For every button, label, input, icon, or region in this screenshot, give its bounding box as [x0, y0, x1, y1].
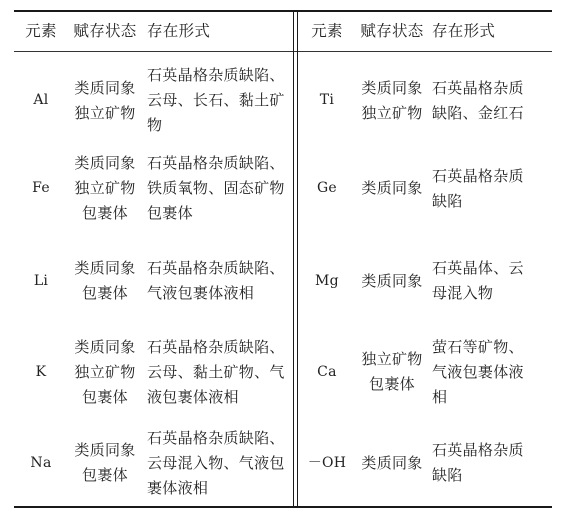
header-state-right: 赋存状态	[360, 22, 424, 40]
table-row-cell-form: 石英晶格杂质 缺陷	[432, 166, 524, 210]
table-row-cell-state: 类质同象 包裹体	[74, 441, 136, 484]
table-double-divider-left	[293, 10, 294, 508]
table-header-rule	[14, 51, 552, 52]
table-row-cell-element: －OH	[307, 454, 347, 471]
table-row-cell-form: 石英晶格杂质缺陷、 铁质氧物、固态矿物 包裹体	[147, 154, 285, 222]
table-row-cell-element: K	[35, 363, 47, 380]
table-row-cell-element: Li	[33, 272, 49, 289]
table-row-cell-form: 石英晶格杂质 缺陷	[432, 441, 524, 484]
table-row-cell-form: 萤石等矿物、 气液包裹体液 相	[432, 337, 524, 406]
table-row-cell-state: 类质同象 包裹体	[74, 259, 136, 302]
table-row-cell-element: Mg	[315, 272, 339, 289]
header-form-left: 存在形式	[147, 22, 211, 40]
table-row-cell-form: 石英晶格杂质缺陷、 云母、长石、黏土矿 物	[147, 66, 285, 134]
table-row-cell-state: 类质同象 独立矿物 包裹体	[74, 154, 136, 222]
table-row-cell-element: Fe	[32, 180, 50, 196]
table-row-cell-state: 类质同象	[361, 453, 423, 472]
table-row-cell-state: 类质同象	[361, 179, 423, 197]
table-row-cell-form: 石英晶格杂质缺陷、 气液包裹体液相	[147, 259, 285, 302]
table-row-cell-element: Ge	[316, 180, 338, 196]
table-row-cell-element: Ca	[317, 363, 337, 380]
table-row-cell-element: Ti	[319, 92, 335, 108]
table-row-cell-element: Na	[30, 454, 52, 471]
table-bottom-rule	[14, 506, 552, 508]
table-row-cell-state: 独立矿物 包裹体	[361, 350, 423, 393]
element-occurrence-table	[14, 10, 552, 510]
table-double-divider-right	[297, 10, 298, 508]
table-row-cell-form: 石英晶格杂质缺陷、 云母混入物、气液包 裹体液相	[147, 428, 285, 497]
table-row-cell-element: Al	[33, 92, 49, 108]
table-row-cell-state: 类质同象 独立矿物	[361, 78, 423, 122]
header-form-right: 存在形式	[432, 22, 496, 40]
table-row-cell-form: 石英晶体、云 母混入物	[432, 259, 524, 302]
header-element-left: 元素	[25, 22, 57, 40]
table-row-cell-state: 类质同象	[361, 271, 423, 290]
header-element-right: 元素	[311, 22, 343, 40]
table-row-cell-state: 类质同象 独立矿物 包裹体	[74, 337, 136, 406]
table-row-cell-form: 石英晶格杂质 缺陷、金红石	[432, 78, 524, 122]
table-row-cell-state: 类质同象 独立矿物	[74, 78, 136, 122]
header-state-left: 赋存状态	[73, 22, 137, 40]
table-row-cell-form: 石英晶格杂质缺陷、 云母、黏土矿物、气 液包裹体液相	[147, 337, 285, 406]
